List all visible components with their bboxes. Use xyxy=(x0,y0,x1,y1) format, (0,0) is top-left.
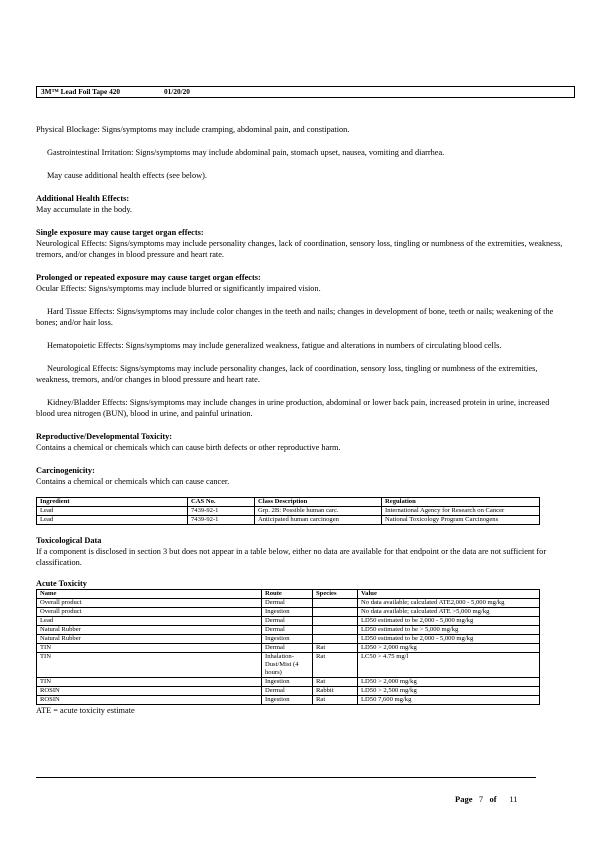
table-cell xyxy=(313,617,358,626)
table-cell: ROSIN xyxy=(37,687,262,696)
table-cell: National Toxicology Program Carcinogens xyxy=(382,516,540,525)
table-cell: Rat xyxy=(313,678,358,687)
table-cell: Grp. 2B: Possible human carc. xyxy=(255,507,382,516)
column-header: Class Description xyxy=(255,498,382,507)
table-header-row xyxy=(37,590,540,599)
table-cell: Ingestion xyxy=(262,635,313,644)
table-cell: Dermal xyxy=(262,687,313,696)
table-cell: LD50 estimated to be > 5,000 mg/kg xyxy=(358,626,540,635)
table-cell: TIN xyxy=(37,678,262,687)
neurological-effects-text: Neurological Effects: Signs/symptoms may include personality changes, lack of coordination, sensory loss, tingling or numbness of the extremities, weakness, tremors, and/or changes in blood pressure and heart rate. xyxy=(36,364,538,384)
hematopoietic-effects-text: Hematopoietic Effects: Signs/symptoms may include generalized weakness, fatigue and alterations in numbers of circulating blood cells. xyxy=(47,341,502,350)
table-row xyxy=(37,626,540,635)
table-cell: ROSIN xyxy=(37,696,262,705)
table-cell: Natural Rubber xyxy=(37,635,262,644)
footer-divider xyxy=(36,777,536,778)
table-cell: Anticipated human carcinogen xyxy=(255,516,382,525)
table-row xyxy=(37,617,540,626)
table-cell: Ingestion xyxy=(262,678,313,687)
table-row xyxy=(37,678,540,687)
prolonged-exposure-heading: Prolonged or repeated exposure may cause target organ effects: xyxy=(36,273,261,282)
acute-toxicity-rows xyxy=(37,599,540,705)
carcinogenicity-text: Contains a chemical or chemicals which can cause cancer. xyxy=(36,477,230,486)
additional-health-text: May accumulate in the body. xyxy=(36,205,132,214)
column-header: Name xyxy=(37,590,262,599)
table-row xyxy=(37,608,540,617)
page-number: 7 xyxy=(478,794,484,804)
table-cell: Dermal xyxy=(262,617,313,626)
table-row xyxy=(37,687,540,696)
page-body xyxy=(36,124,566,716)
table-row xyxy=(37,653,540,678)
page-footer xyxy=(455,794,518,804)
carcinogenicity-heading: Carcinogenicity: xyxy=(36,466,95,475)
table-cell: LD50 > 2,500 mg/kg xyxy=(358,687,540,696)
table-cell: Dermal xyxy=(262,599,313,608)
table-cell: LD50 > 2,000 mg/kg xyxy=(358,644,540,653)
table-cell: Dermal xyxy=(262,644,313,653)
table-row xyxy=(37,635,540,644)
table-cell: Rabbit xyxy=(313,687,358,696)
table-cell xyxy=(313,608,358,617)
column-header: Regulation xyxy=(382,498,540,507)
table-cell: Overall product xyxy=(37,599,262,608)
table-cell: LD50 estimated to be 2,000 - 5,000 mg/kg xyxy=(358,635,540,644)
ate-footnote: ATE = acute toxicity estimate xyxy=(36,706,135,715)
table-cell: TIN xyxy=(37,644,262,653)
reproductive-heading: Reproductive/Developmental Toxicity: xyxy=(36,432,173,441)
single-exposure-heading: Single exposure may cause target organ effects: xyxy=(36,228,204,237)
table-cell: Inhalation-Dust/Mist (4 hours) xyxy=(262,653,313,678)
additional-health-heading: Additional Health Effects: xyxy=(36,194,130,203)
header-date: 01/20/20 xyxy=(164,87,190,96)
ocular-effects-text: Ocular Effects: Signs/symptoms may include blurred or significantly impaired vision. xyxy=(36,284,321,293)
hard-tissue-effects-text: Hard Tissue Effects: Signs/symptoms may include color changes in the teeth and nails; changes in development of bone, teeth or nails; weakening of the bones; and/or hair loss. xyxy=(36,307,554,327)
table-cell: Natural Rubber xyxy=(37,626,262,635)
table-cell xyxy=(313,599,358,608)
table-cell: 7439-92-1 xyxy=(188,516,255,525)
table-row xyxy=(37,516,540,525)
table-cell: No data available; calculated ATE >5,000 mg/kg xyxy=(358,608,540,617)
table-cell: Rat xyxy=(313,696,358,705)
column-header: CAS No. xyxy=(188,498,255,507)
toxicological-data-text: If a component is disclosed in section 3 but does not appear in a table below, either no data are available for that endpoint or the data are not sufficient for classification. xyxy=(36,547,547,567)
column-header: Route xyxy=(262,590,313,599)
table-cell: TIN xyxy=(37,653,262,678)
physical-blockage-text: Physical Blockage: Signs/symptoms may include cramping, abdominal pain, and constipation. xyxy=(36,125,350,134)
table-cell xyxy=(313,626,358,635)
acute-toxicity-heading: Acute Toxicity xyxy=(36,579,87,588)
table-cell: International Agency for Research on Cancer xyxy=(382,507,540,516)
table-cell: Lead xyxy=(37,516,188,525)
table-cell: Lead xyxy=(37,507,188,516)
single-exposure-text: Neurological Effects: Signs/symptoms may include personality changes, lack of coordination, sensory loss, tingling or numbness of the extremities, weakness, tremors, and/or changes in blood pressure and heart rate. xyxy=(36,239,563,259)
acute-toxicity-table xyxy=(36,589,540,705)
table-cell xyxy=(313,635,358,644)
table-row xyxy=(37,507,540,516)
additional-effects-note: May cause additional health effects (see below). xyxy=(47,171,207,180)
table-cell: LD50 estimated to be 2,000 - 5,000 mg/kg xyxy=(358,617,540,626)
table-cell: LD50 > 2,000 mg/kg xyxy=(358,678,540,687)
table-cell: Rat xyxy=(313,644,358,653)
table-cell: No data available; calculated ATE2,000 - 5,000 mg/kg xyxy=(358,599,540,608)
table-cell: LD50 7,600 mg/kg xyxy=(358,696,540,705)
kidney-bladder-effects-text: Kidney/Bladder Effects: Signs/symptoms may include changes in urine production, abdominal or lower back pain, increased protein in urine, increased blood urea nitrogen (BUN), blood in urine, and painful urination. xyxy=(36,398,550,418)
column-header: Value xyxy=(358,590,540,599)
table-row xyxy=(37,599,540,608)
table-cell: Lead xyxy=(37,617,262,626)
table-row xyxy=(37,644,540,653)
table-cell: LC50 > 4.75 mg/l xyxy=(358,653,540,678)
table-cell: Dermal xyxy=(262,626,313,635)
document-header xyxy=(36,86,575,98)
product-name: 3M™ Lead Foil Tape 420 xyxy=(41,87,121,96)
toxicological-data-heading: Toxicological Data xyxy=(36,536,102,545)
table-row xyxy=(37,696,540,705)
reproductive-text: Contains a chemical or chemicals which can cause birth defects or other reproductive harm. xyxy=(36,443,341,452)
table-cell: Ingestion xyxy=(262,696,313,705)
table-cell: Rat xyxy=(313,653,358,678)
table-header-row xyxy=(37,498,540,507)
table-cell: Overall product xyxy=(37,608,262,617)
column-header: Species xyxy=(313,590,358,599)
table-cell: 7439-92-1 xyxy=(188,507,255,516)
of-label: of xyxy=(489,794,497,804)
gi-irritation-text: Gastrointestinal Irritation: Signs/symptoms may include abdominal pain, stomach upset, nausea, vomiting and diarrhea. xyxy=(47,148,445,157)
table-cell: Ingestion xyxy=(262,608,313,617)
carcinogenicity-table xyxy=(36,497,540,525)
column-header: Ingredient xyxy=(37,498,188,507)
page-label: Page xyxy=(455,794,473,804)
total-pages: 11 xyxy=(509,794,518,804)
